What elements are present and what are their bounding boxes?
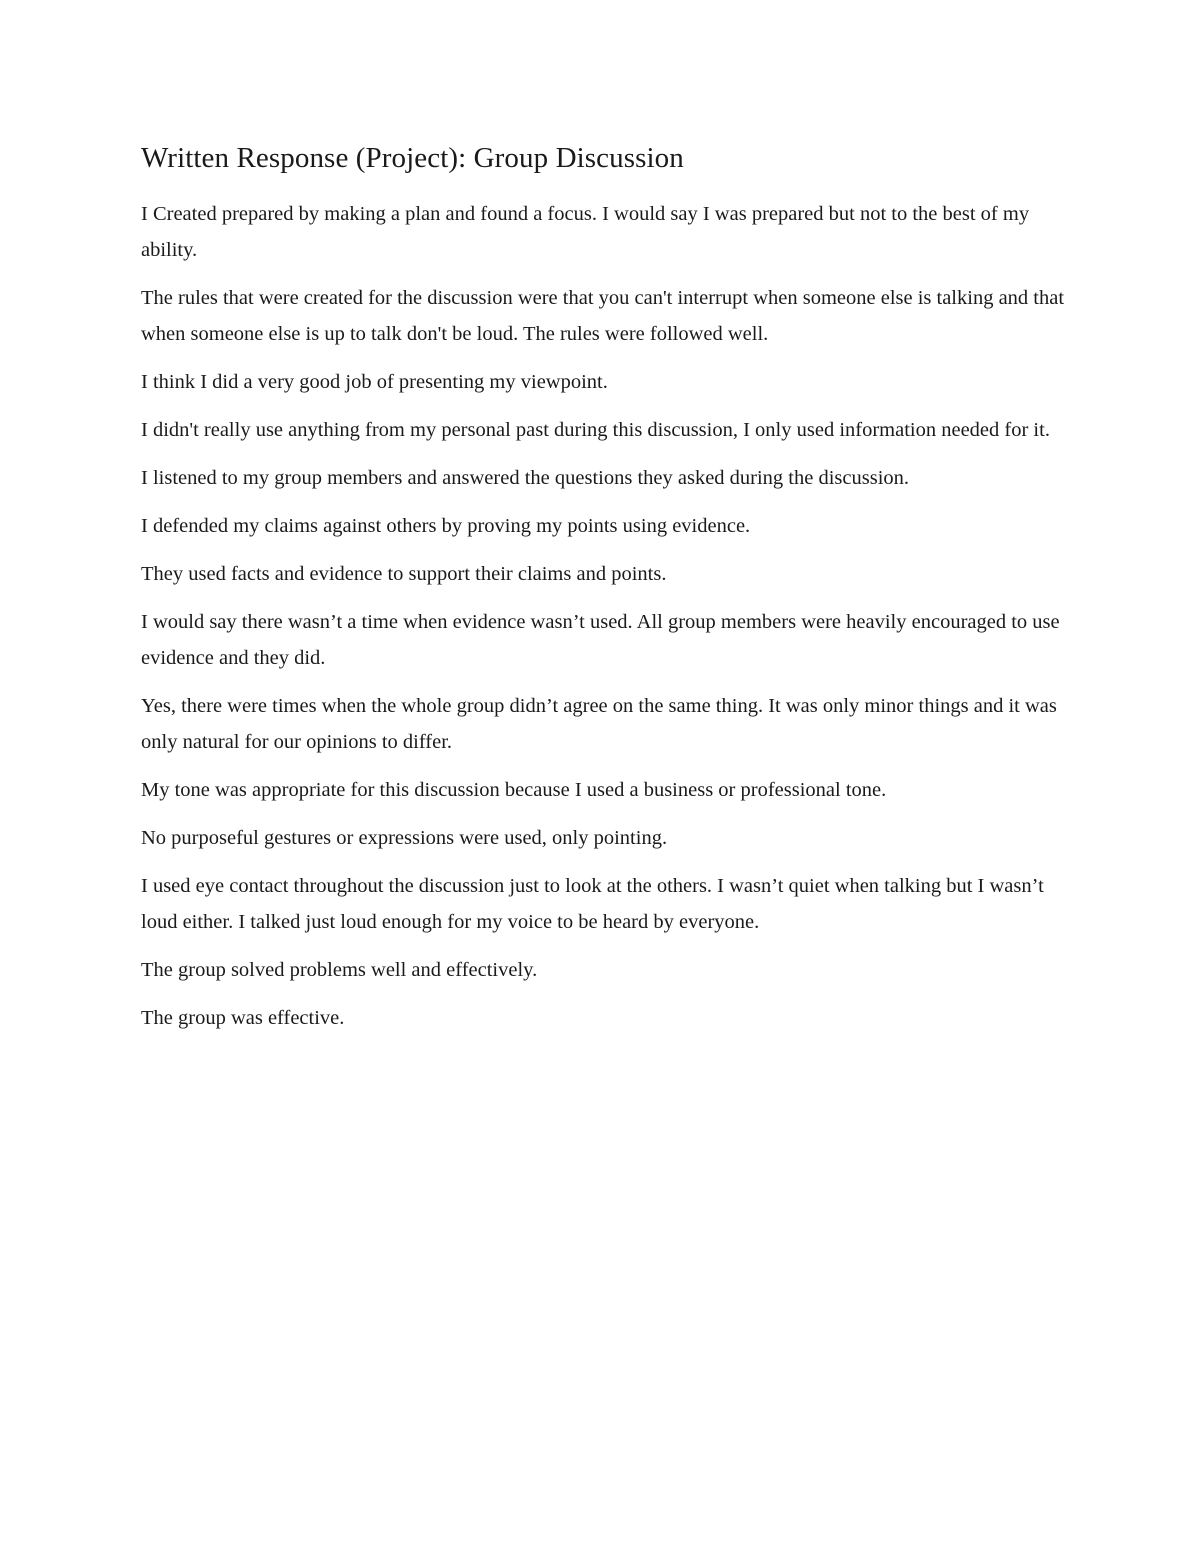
- paragraph-viewpoint: I think I did a very good job of presenting my viewpoint.: [141, 371, 608, 393]
- paragraph-effectiveness: The group was effective.: [141, 1007, 345, 1029]
- document-body: [141, 138, 1071, 1048]
- paragraph-rules: The rules that were created for the discussion were that you can't interrupt when someone else is talking and that when someone else is up to talk don't be loud. The rules were followed well.: [141, 287, 1065, 345]
- paragraph-listening: I listened to my group members and answered the questions they asked during the discussion.: [141, 467, 910, 489]
- paragraph-tone: My tone was appropriate for this discussion because I used a business or professional tone.: [141, 779, 887, 801]
- paragraph-evidence-use: I would say there wasn’t a time when evidence wasn’t used. All group members were heavily encouraged to use evidence and they did.: [141, 611, 1060, 669]
- paragraph-preparation: I Created prepared by making a plan and found a focus. I would say I was prepared but not to the best of my ability.: [141, 203, 1030, 261]
- paragraph-defending-claims: I defended my claims against others by proving my points using evidence.: [141, 515, 751, 537]
- paragraph-disagreement: Yes, there were times when the whole group didn’t agree on the same thing. It was only minor things and it was only natural for our opinions to differ.: [141, 695, 1057, 753]
- paragraph-personal-past: I didn't really use anything from my personal past during this discussion, I only used information needed for it.: [141, 419, 1050, 441]
- paragraph-gestures: No purposeful gestures or expressions were used, only pointing.: [141, 827, 668, 849]
- paragraph-facts-evidence: They used facts and evidence to support their claims and points.: [141, 563, 667, 585]
- paragraph-eye-contact: I used eye contact throughout the discussion just to look at the others. I wasn’t quiet when talking but I wasn’t loud either. I talked just loud enough for my voice to be heard by everyone.: [141, 875, 1044, 933]
- document-title: Written Response (Project): Group Discussion: [141, 142, 684, 174]
- paragraph-problem-solving: The group solved problems well and effectively.: [141, 959, 538, 981]
